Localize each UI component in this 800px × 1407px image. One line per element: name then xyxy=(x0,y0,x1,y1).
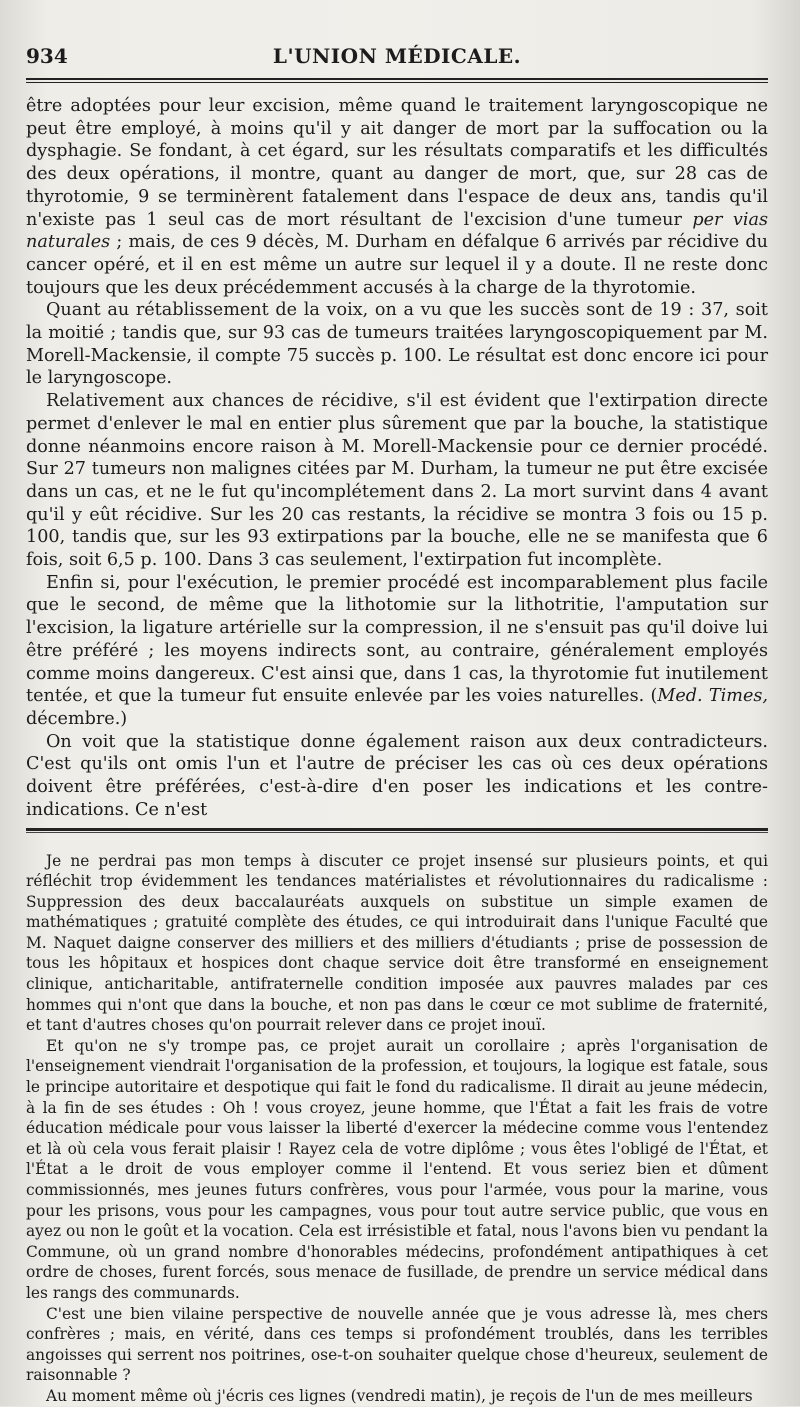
footnote-separator xyxy=(26,828,768,833)
page-header xyxy=(26,40,768,74)
footnote-paragraph: C'est une bien vilaine perspective de nouvelle année que je vous adresse là, mes chers confrères ; mais, en vérité, dans ces temps si profondément troublés, dans les terribles angoisses qui serrent nos poitrines, ose-t-on souhaiter quelque chose d'heureux, seulement de raisonnable ? xyxy=(26,1304,768,1385)
footnote-paragraph: Je ne perdrai pas mon temps à discuter ce projet insensé sur plusieurs points, et qui réfléchit trop évidemment les tendances matérialistes et révolutionnaires du radicalisme : Suppression des deux baccalauréats auxquels on substitue un simple examen de mathématiques ; gratuité complète des études, ce qui introduirait dans l'unique Faculté que M. Naquet daigne conserver des milliers et des milliers d'étudiants ; prise de possession de tous les hôpitaux et hospices dont chaque service doit être transformé en enseignement clinique, anticharitable, antifraternelle condition imposée aux pauvres malades par ces hommes qui n'ont que dans la bouche, et non pas dans le cœur ce mot sublime de fraternité, et tant d'autres choses qu'on pourrait relever dans ce projet inouï. xyxy=(26,851,768,1035)
paragraph: Relativement aux chances de récidive, s'il est évident que l'extirpation directe permet d'enlever le mal en entier plus sûrement que par la bouche, la statistique donne néanmoins encore raison à M. Morell-Mackensie pour ce dernier procédé. Sur 27 tumeurs non malignes citées par M. Durham, la tumeur ne put être excisée dans un cas, et ne le fut qu'incomplétement dans 2. La mort survint dans 4 avant qu'il y eût récidive. Sur les 20 cas restants, la récidive se montra 3 fois ou 15 p. 100, tandis que, sur les 93 extirpations par la bouche, elle ne se manifesta que 6 fois, soit 6,5 p. 100. Dans 3 cas seulement, l'extirpation fut incomplète. xyxy=(26,391,768,571)
header-rule xyxy=(26,78,768,83)
paragraph: Enfin si, pour l'exécution, le premier procédé est incomparablement plus facile que le second, de même que la lithotomie sur la lithotritie, l'amputation sur l'excision, la ligature artérielle sur la compression, il ne s'ensuit pas qu'il doive lui être préféré ; les moyens indirects sont, au contraire, généralement employés comme moins dangereux. C'est ainsi que, dans 1 cas, la thyrotomie fut inutilement tentée, et que la tumeur fut ensuite enlevée par les voies naturelles. (Med. Times, décembre.) xyxy=(26,572,768,729)
paragraph: Quant au rétablissement de la voix, on a vu que les succès sont de 19 : 37, soit la moitié ; tandis que, sur 93 cas de tumeurs traitées laryngoscopiquement par M. Morell-Mackensie, il compte 75 succès p. 100. Le résultat est donc encore ici pour le laryngoscope. xyxy=(26,300,768,389)
feuilleton-text xyxy=(26,851,768,1407)
footnote-paragraph: Et qu'on ne s'y trompe pas, ce projet aurait un corollaire ; après l'organisation de l'enseignement viendrait l'organisation de la profession, et toujours, la logique est fatale, sous le principe autoritaire et despotique qui fait le fond du radicalisme. Il dirait au jeune médecin, à la fin de ses études : Oh ! vous croyez, jeune homme, que l'État a fait les frais de votre éducation médicale pour vous laisser la liberté d'exercer la médecine comme vous l'entendez et là où cela vous ferait plaisir ! Rayez cela de votre diplôme ; vous êtes l'obligé de l'État, et l'État a le droit de vous employer comme il l'entend. Et vous seriez bien et dûment commissionnés, mes jeunes futurs confrères, vous pour l'armée, vous pour la marine, vous pour les prisons, vous pour les campagnes, vous pour tout autre service public, que vous en ayez ou non le goût et la vocation. Cela est irrésistible et fatal, nous l'avons bien vu pendant la Commune, où un grand nombre d'honorables médecins, profondément antipathiques à cet ordre de choses, furent forcés, sous menace de fusillade, de prendre un service médical dans les rangs des communards. xyxy=(26,1036,768,1302)
page-number: 934 xyxy=(26,44,68,68)
italic-phrase: per vias naturales xyxy=(26,209,768,253)
main-article-text xyxy=(26,95,768,822)
paragraph: être adoptées pour leur excision, même quand le traitement laryngoscopique ne peut être employé, à moins qu'il y ait danger de mort par la suffocation ou la dysphagie. Se fondant, à cet égard, sur les résultats comparatifs et les difficultés des deux opérations, il montre, quant au danger de mort, que, sur 28 cas de thyrotomie, 9 se terminèrent fatalement dans l'espace de deux ans, tandis qu'il n'existe pas 1 seul cas de mort résultant de l'excision d'une tumeur per vias naturales ; mais, de ces 9 décès, M. Durham en défalque 6 arrivés par récidive du cancer opéré, et il en est même un autre sur lequel il y a doute. Il ne reste donc toujours que les deux précédemment accusés à la charge de la thyrotomie. xyxy=(26,96,769,298)
citation-source: Med. Times, xyxy=(657,686,768,707)
footnote-paragraph: Au moment même où j'écris ces lignes (vendredi matin), je reçois de l'un de mes meilleurs xyxy=(46,1386,753,1405)
paragraph: On voit que la statistique donne également raison aux deux contradicteurs. C'est qu'ils ont omis l'un et l'autre de préciser les cas où ces deux opérations doivent être préférées, c'est-à-dire d'en poser les indications et les contre-indications. Ce n'est xyxy=(26,731,768,820)
journal-title: L'UNION MÉDICALE. xyxy=(272,44,522,68)
